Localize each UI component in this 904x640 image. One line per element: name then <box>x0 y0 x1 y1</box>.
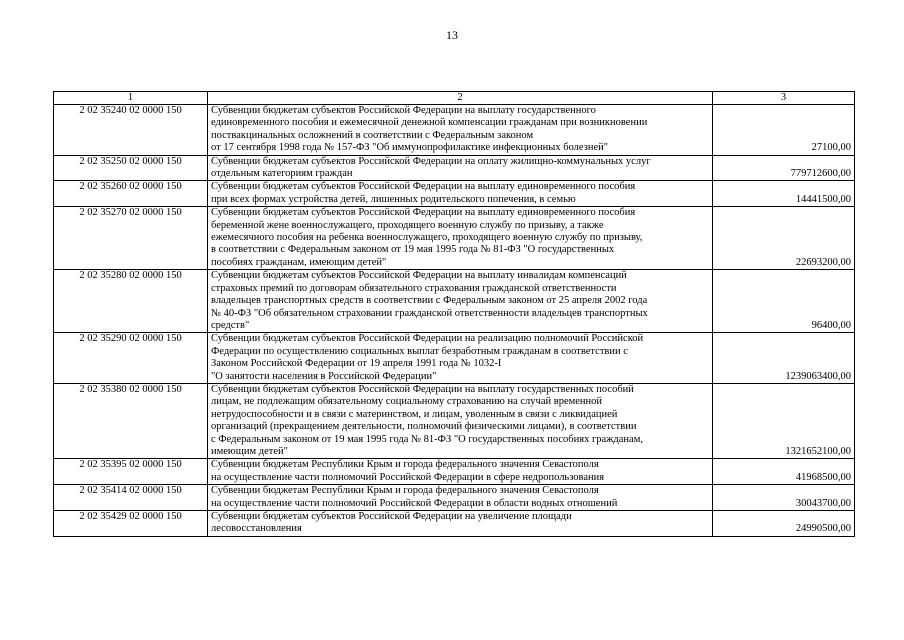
revenue-description-cell: Субвенции бюджетам субъектов Российской Федерации на оплату жилищно-коммунальных услуг отдельным категориям граждан <box>208 155 713 181</box>
table-row <box>54 485 855 511</box>
budget-code-cell: 2 02 35380 02 0000 150 <box>54 383 208 458</box>
budget-code-cell: 2 02 35240 02 0000 150 <box>54 105 208 156</box>
revenue-description-cell: Субвенции бюджетам субъектов Российской Федерации на выплату государственных пособий лицам, не подлежащим обязательному социальному страхованию на случай временной нетрудоспособности и в связи с материнством, и лицам, уволенным в связи с ликвидацией организаций (прекращением деятельности, полномочий физическими лицами), в соответствии с Федеральным законом от 19 мая 1995 года № 81-ФЗ "О государственных пособиях гражданам, имеющим детей" <box>208 383 713 458</box>
revenue-description-cell: Субвенции бюджетам субъектов Российской Федерации на увеличение площади лесовосстановления <box>208 511 713 537</box>
revenue-description-cell: Субвенции бюджетам субъектов Российской Федерации на выплату инвалидам компенсаций страховых премий по договорам обязательного страхования гражданской ответственности владельцев транспортных средств в соответствии с Федеральным законом от 25 апреля 2002 года № 40-ФЗ "Об обязательном страховании гражданской ответственности владельцев транспортных средств" <box>208 270 713 333</box>
amount-cell: 30043700,00 <box>713 485 855 511</box>
table-row <box>54 383 855 458</box>
table-row <box>54 459 855 485</box>
budget-code-cell: 2 02 35280 02 0000 150 <box>54 270 208 333</box>
revenue-description-cell: Субвенции бюджетам Республики Крым и города федерального значения Севастополя на осуществление части полномочий Российской Федерации в сфере недропользования <box>208 459 713 485</box>
page-number: 13 <box>446 28 458 42</box>
header-cell-code: 1 <box>54 92 208 105</box>
amount-cell: 1239063400,00 <box>713 333 855 384</box>
table-row <box>54 270 855 333</box>
amount-cell: 24990500,00 <box>713 511 855 537</box>
revenue-description-cell: Субвенции бюджетам субъектов Российской Федерации на выплату единовременного пособия беременной жене военнослужащего, проходящего военную службу по призыву, а также ежемесячного пособия на ребенка военнослужащего, проходящего военную службу по призыву, в соответствии с Федеральным законом от 19 мая 1995 года № 81-ФЗ "О государственных пособиях гражданам, имеющим детей" <box>208 207 713 270</box>
table-header-row <box>54 92 855 105</box>
budget-code-cell: 2 02 35260 02 0000 150 <box>54 181 208 207</box>
budget-code-cell: 2 02 35290 02 0000 150 <box>54 333 208 384</box>
amount-cell: 96400,00 <box>713 270 855 333</box>
table-row <box>54 155 855 181</box>
table-row <box>54 511 855 537</box>
budget-code-cell: 2 02 35270 02 0000 150 <box>54 207 208 270</box>
revenue-description-cell: Субвенции бюджетам субъектов Российской Федерации на реализацию полномочий Российской Федерации по осуществлению социальных выплат безработным гражданам в соответствии с Законом Российской Федерации от 19 апреля 1991 года № 1032-I "О занятости населения в Российской Федерации" <box>208 333 713 384</box>
budget-code-cell: 2 02 35414 02 0000 150 <box>54 485 208 511</box>
amount-cell: 41968500,00 <box>713 459 855 485</box>
table-row <box>54 207 855 270</box>
table-row <box>54 181 855 207</box>
amount-cell: 22693200,00 <box>713 207 855 270</box>
revenue-description-cell: Субвенции бюджетам субъектов Российской Федерации на выплату единовременного пособия при всех формах устройства детей, лишенных родительского попечения, в семью <box>208 181 713 207</box>
amount-cell: 14441500,00 <box>713 181 855 207</box>
budget-code-cell: 2 02 35395 02 0000 150 <box>54 459 208 485</box>
table-row <box>54 333 855 384</box>
budget-code-cell: 2 02 35250 02 0000 150 <box>54 155 208 181</box>
revenue-description-cell: Субвенции бюджетам субъектов Российской Федерации на выплату государственного единовременного пособия и ежемесячной денежной компенсации гражданам при возникновении поствакцинальных осложнений в соответствии с Федеральным законом от 17 сентября 1998 года № 157-ФЗ "Об иммунопрофилактике инфекционных болезней" <box>208 105 713 156</box>
budget-table <box>53 91 855 537</box>
amount-cell: 1321652100,00 <box>713 383 855 458</box>
amount-cell: 27100,00 <box>713 105 855 156</box>
amount-cell: 779712600,00 <box>713 155 855 181</box>
header-cell-amount: 3 <box>713 92 855 105</box>
revenue-description-cell: Субвенции бюджетам Республики Крым и города федерального значения Севастополя на осуществление части полномочий Российской Федерации в области водных отношений <box>208 485 713 511</box>
budget-code-cell: 2 02 35429 02 0000 150 <box>54 511 208 537</box>
header-cell-name: 2 <box>208 92 713 105</box>
table-row <box>54 105 855 156</box>
